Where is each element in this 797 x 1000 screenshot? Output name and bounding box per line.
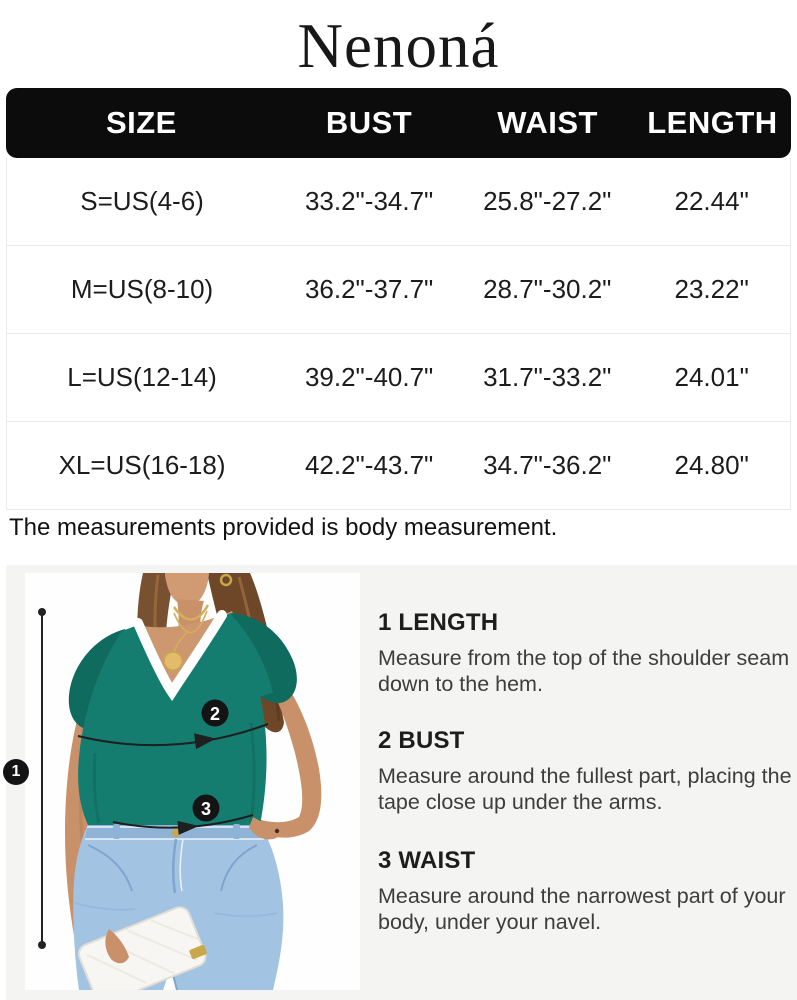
marker-badge-1 <box>3 759 29 785</box>
guide-item-bust <box>378 727 797 815</box>
brand-logo: Nenoná <box>297 11 500 81</box>
cell-size: S=US(4-6) <box>80 186 204 216</box>
measure-panel <box>6 565 797 1000</box>
guide-desc-bust: Measure around the fullest part, placing the tape close up under the arms. <box>378 764 792 814</box>
length-line <box>38 608 46 949</box>
table-row <box>7 246 790 334</box>
guide-desc-length: Measure from the top of the shoulder seam down to the hem. <box>378 646 790 696</box>
size-table-header <box>6 88 791 158</box>
cell-size: M=US(8-10) <box>70 274 214 304</box>
svg-text:2: 2 <box>209 704 221 724</box>
size-table-body <box>6 158 791 510</box>
marker-badge-1-label: 1 <box>11 763 21 780</box>
cell-waist: 28.7"-30.2" <box>483 274 612 304</box>
svg-text:3: 3 <box>200 799 212 819</box>
note-text: The measurements provided is body measurement. <box>9 514 558 541</box>
cell-size: L=US(12-14) <box>67 362 217 392</box>
size-table <box>6 88 791 510</box>
table-row <box>7 334 790 422</box>
cell-length: 23.22" <box>674 274 749 304</box>
cell-bust: 42.2"-43.7" <box>304 450 434 480</box>
model-photo <box>25 573 360 990</box>
cell-waist: 31.7"-33.2" <box>483 362 612 392</box>
header-cell-size: SIZE <box>105 105 177 140</box>
cell-bust: 33.2"-34.7" <box>304 186 434 216</box>
guide-title-bust: 2 BUST <box>378 727 465 754</box>
cell-length: 24.80" <box>674 450 749 480</box>
guide-title-waist: 3 WAIST <box>378 847 476 874</box>
header-cell-bust: BUST <box>325 105 413 140</box>
model-illustration <box>25 573 360 990</box>
guide-title-length: 1 LENGTH <box>378 609 499 636</box>
table-row <box>7 158 790 246</box>
cell-waist: 25.8"-27.2" <box>483 186 612 216</box>
cell-bust: 39.2"-40.7" <box>304 362 434 392</box>
guide-item-waist <box>378 847 797 935</box>
table-row <box>7 422 790 510</box>
header-cell-waist: WAIST <box>497 105 598 140</box>
guide-desc-waist: Measure around the narrowest part of your body, under your navel. <box>378 884 786 934</box>
cell-size: XL=US(16-18) <box>58 450 226 480</box>
header-cell-length: LENGTH <box>647 105 778 140</box>
cell-length: 24.01" <box>674 362 749 392</box>
guide-item-length <box>378 609 797 697</box>
cell-length: 22.44" <box>674 186 749 216</box>
cell-waist: 34.7"-36.2" <box>483 450 612 480</box>
cell-bust: 36.2"-37.7" <box>304 274 434 304</box>
